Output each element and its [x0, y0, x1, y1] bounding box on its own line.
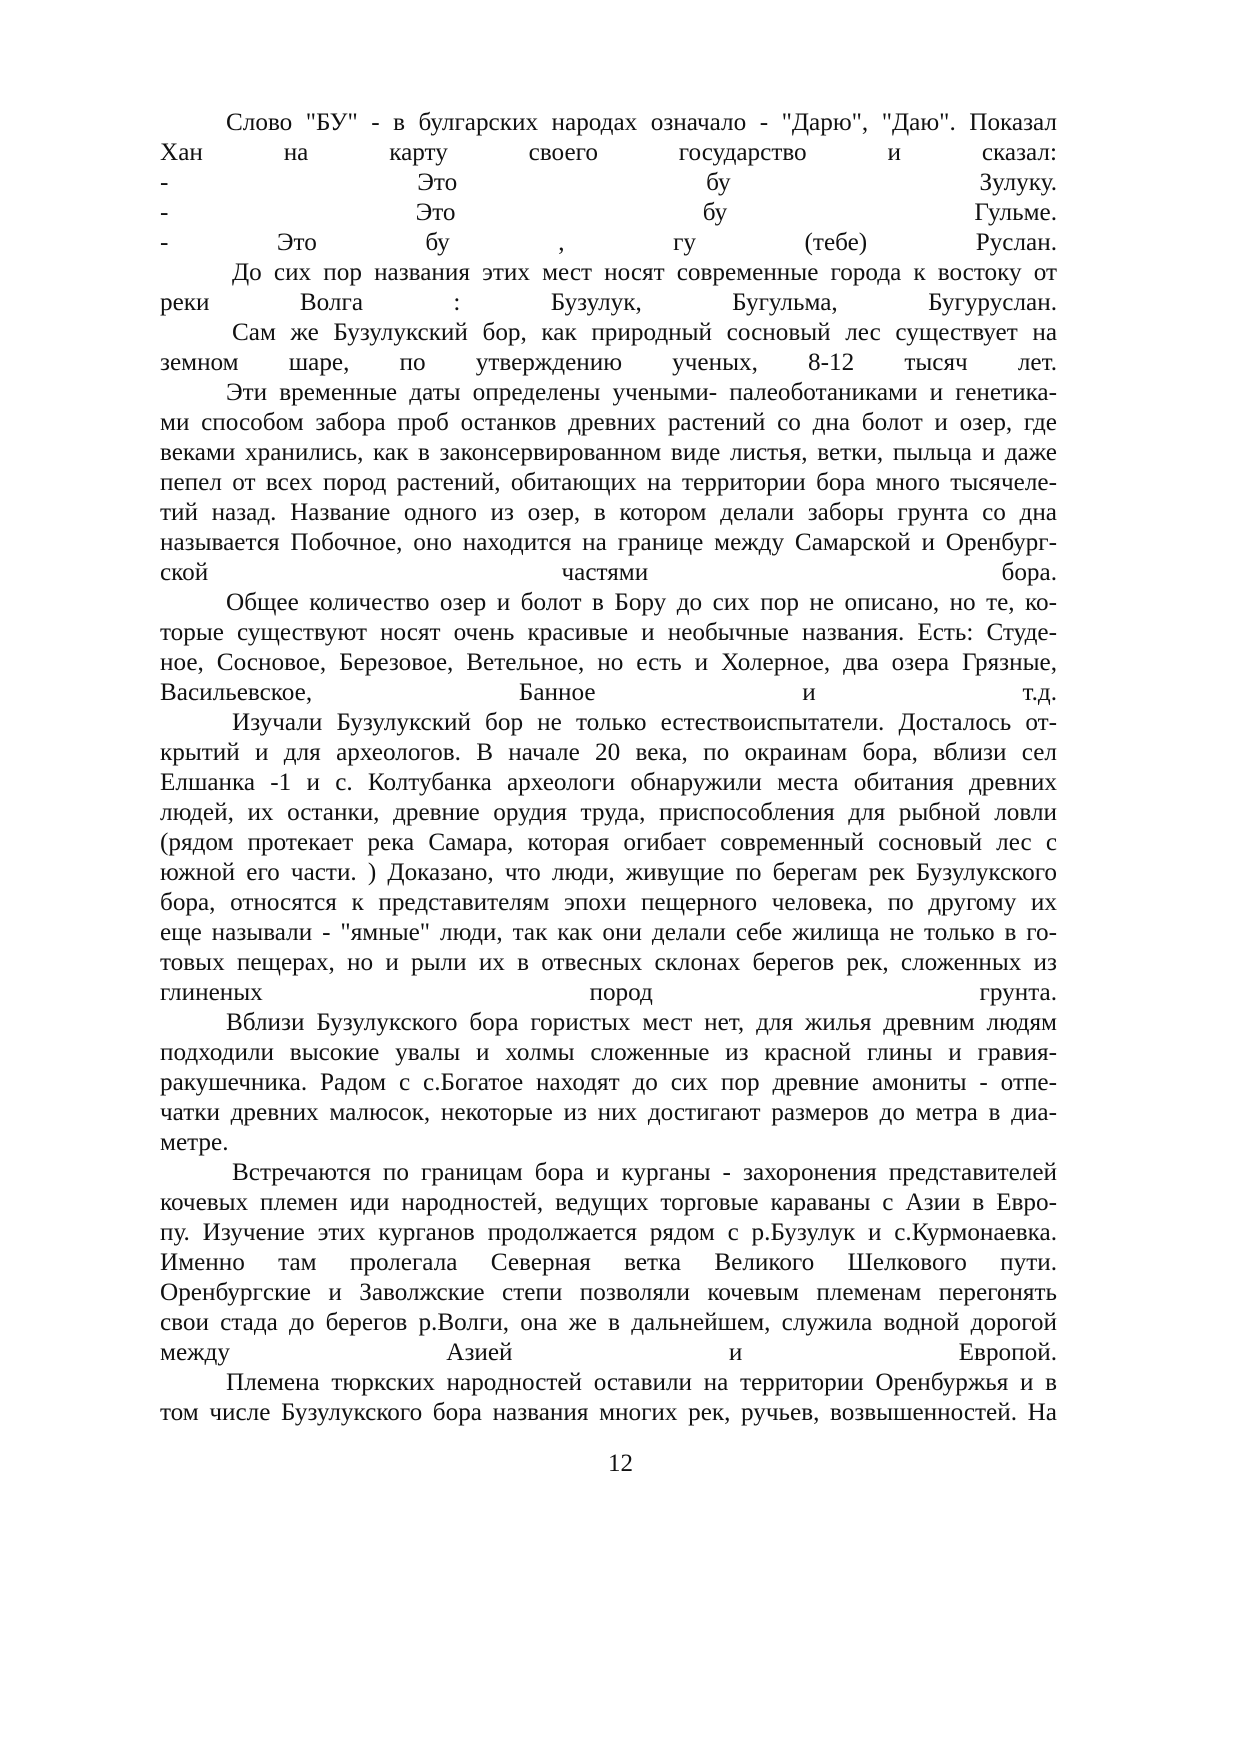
text-line: товых пещерах, но и рыли их в отвесных склонах берегов рек, сложенных из — [160, 949, 1057, 976]
text-line: том числе Бузулукского бора названия многих рек, ручьев, возвышенностей. На — [160, 1399, 1057, 1426]
text-line: веками хранились, как в законсервированном виде листья, ветки, пыльца и даже — [160, 439, 1057, 466]
text-line: бора, относятся к представителям эпохи пещерного человека, по другому их — [160, 889, 1057, 916]
text-line: крытий и для археологов. В начале 20 века, по окраинам бора, вблизи сел — [160, 739, 1057, 766]
text-line: Васильевское, Банное и т.д. — [160, 679, 1057, 706]
text-line: Оренбургские и Заволжские степи позволяли кочевым племенам перегонять — [160, 1279, 1057, 1306]
text-line: - Это бу Зулуку. — [160, 169, 1057, 196]
text-line: свои стада до берегов р.Волги, она же в дальнейшем, служила водной дорогой — [160, 1309, 1057, 1336]
text-line: глиненых пород грунта. — [160, 979, 1057, 1006]
text-line: реки Волга : Бузулук, Бугульма, Бугуруслан. — [160, 289, 1057, 316]
body-text — [160, 108, 1057, 1428]
text-line: Слово "БУ" - в булгарских народах означало - "Дарю", "Даю". Показал — [226, 109, 1057, 136]
text-line: ской частями бора. — [160, 559, 1057, 586]
text-line: Елшанка -1 и с. Колтубанка археологи обнаружили места обитания древних — [160, 769, 1057, 796]
text-line: - Это бу Гульме. — [160, 199, 1057, 226]
text-line: Племена тюркских народностей оставили на территории Оренбуржья и в — [226, 1369, 1057, 1396]
text-line: Именно там пролегала Северная ветка Великого Шелкового пути. — [160, 1249, 1057, 1276]
text-line: До сих пор названия этих мест носят современные города к востоку от — [232, 259, 1057, 286]
text-line: подходили высокие увалы и холмы сложенные из красной глины и гравия- — [160, 1039, 1057, 1066]
text-line: между Азией и Европой. — [160, 1339, 1057, 1366]
text-line: южной его части. ) Доказано, что люди, живущие по берегам рек Бузулукского — [160, 859, 1057, 886]
text-line: еще называли - "ямные" люди, так как они делали себе жилища не только в го- — [160, 919, 1057, 946]
text-line: пу. Изучение этих курганов продолжается рядом с р.Бузулук и с.Курмонаевка. — [160, 1219, 1057, 1246]
text-line: ми способом забора проб останков древних растений со дна болот и озер, где — [160, 409, 1057, 436]
text-line: Хан на карту своего государство и сказал: — [160, 139, 1057, 166]
page-number: 12 — [608, 1450, 633, 1477]
text-line: чатки древних малюсок, некоторые из них достигают размеров до метра в диа- — [160, 1099, 1057, 1126]
text-line: Общее количество озер и болот в Бору до сих пор не описано, но те, ко- — [226, 589, 1057, 616]
text-line: Изучали Бузулукский бор не только естествоиспытатели. Досталось от- — [232, 709, 1057, 736]
text-line: людей, их останки, древние орудия труда, приспособления для рыбной ловли — [160, 799, 1057, 826]
text-line: (рядом протекает река Самара, которая огибает современный сосновый лес с — [160, 829, 1057, 856]
text-line: тий назад. Название одного из озер, в котором делали заборы грунта со дна — [160, 499, 1057, 526]
text-line: Встречаются по границам бора и курганы - захоронения представителей — [232, 1159, 1057, 1186]
text-line: торые существуют носят очень красивые и необычные названия. Есть: Студе- — [160, 619, 1057, 646]
text-line: земном шаре, по утверждению ученых, 8-12 тысяч лет. — [160, 349, 1057, 376]
text-line: Сам же Бузулукский бор, как природный сосновый лес существует на — [232, 319, 1057, 346]
text-line: называется Побочное, оно находится на границе между Самарской и Оренбург- — [160, 529, 1057, 556]
text-line: Эти временные даты определены учеными- палеоботаниками и генетика- — [226, 379, 1057, 406]
text-line: ное, Сосновое, Березовое, Ветельное, но есть и Холерное, два озера Грязные, — [160, 649, 1057, 676]
text-line: пепел от всех пород растений, обитающих на территории бора много тысячеле- — [160, 469, 1057, 496]
text-line: кочевых племен иди народностей, ведущих торговые караваны с Азии в Евро- — [160, 1189, 1057, 1216]
text-line: - Это бу , гу (тебе) Руслан. — [160, 229, 1057, 256]
text-line: ракушечника. Радом с с.Богатое находят до сих пор древние амониты - отпе- — [160, 1069, 1057, 1096]
text-line: метре. — [160, 1129, 229, 1156]
text-line: Вблизи Бузулукского бора гористых мест нет, для жилья древним людям — [226, 1009, 1057, 1036]
